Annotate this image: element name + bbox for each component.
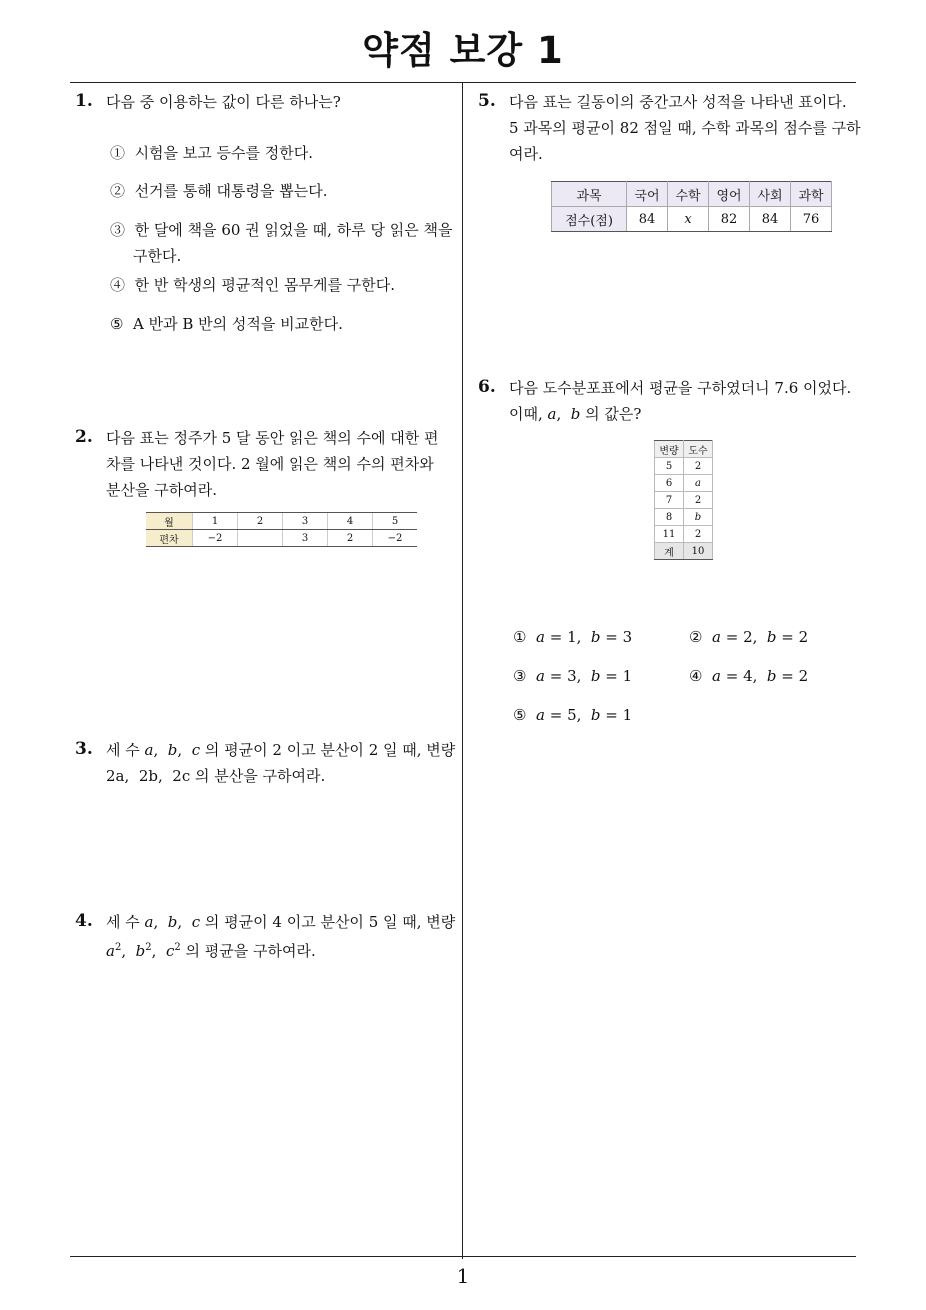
- option-mark: ⑤: [110, 315, 124, 333]
- q6-text: 이때,: [509, 405, 548, 423]
- table-cell: 편차: [146, 530, 193, 547]
- q3-line-2: 2a, 2b, 2c 의 분산을 구하여라.: [106, 767, 326, 785]
- table-row: [655, 509, 713, 526]
- table-cell: −2: [193, 530, 238, 547]
- table-cell: 10: [684, 543, 713, 560]
- table-cell: 2: [684, 458, 713, 475]
- table-header-row: [146, 513, 417, 530]
- q3-number: 3.: [75, 739, 93, 759]
- table-row: [655, 475, 713, 492]
- table-cell: 사회: [750, 182, 791, 207]
- option-value-a: 2: [743, 628, 753, 646]
- var: a: [144, 741, 154, 759]
- var: b: [167, 913, 178, 931]
- table-cell: [238, 530, 283, 547]
- option-text: 시험을 보고 등수를 정한다.: [134, 144, 314, 162]
- q1-option-2[interactable]: [110, 178, 328, 204]
- option-mark: ①: [513, 628, 527, 646]
- table-row: [655, 543, 713, 560]
- option-mark: ④: [110, 276, 126, 294]
- q4-text: 세 수: [106, 913, 145, 931]
- table-cell: 국어: [627, 182, 668, 207]
- option-value-b: 2: [798, 628, 809, 646]
- q4-text: 의 평균을 구하여라.: [180, 942, 316, 960]
- table-cell: 점수(점): [552, 207, 627, 232]
- table-row: [552, 207, 832, 232]
- q4-text: 의 평균이 4 이고 분산이 5 일 때, 변량: [200, 913, 456, 931]
- option-mark: ②: [689, 628, 703, 646]
- table-cell: 5: [373, 513, 418, 530]
- q1-option-4[interactable]: [110, 272, 395, 298]
- table-cell: 8: [655, 509, 684, 526]
- q5-number: 5.: [478, 91, 496, 111]
- table-cell: 7: [655, 492, 684, 509]
- table-cell: 월: [146, 513, 193, 530]
- q2-line-3: 분산을 구하여라.: [106, 481, 217, 499]
- q5-score-table: [551, 181, 832, 232]
- q6-option-2[interactable]: ② a = 2, b = 2: [689, 628, 809, 646]
- table-cell: 도수: [684, 441, 713, 458]
- var: c: [191, 741, 201, 759]
- option-value-b: 1: [622, 706, 633, 724]
- q4-line-2: $a^2$, $b^2$, $c^2$ 의 평균을 구하여라.: [106, 942, 316, 960]
- var: c: [165, 942, 175, 960]
- table-cell: 2: [684, 526, 713, 543]
- option-mark: ③: [513, 667, 527, 685]
- option-mark: ④: [689, 667, 703, 685]
- q1-option-3[interactable]: [110, 217, 452, 243]
- q1-option-5[interactable]: [110, 311, 343, 337]
- table-cell: a: [684, 475, 713, 492]
- var: b: [135, 942, 146, 960]
- table-cell: 변량: [655, 441, 684, 458]
- table-cell: 2: [328, 530, 373, 547]
- bottom-rule: [70, 1256, 856, 1257]
- option-value-a: 3: [567, 667, 577, 685]
- table-row: [655, 526, 713, 543]
- table-row: [146, 530, 417, 547]
- option-text: A 반과 B 반의 성적을 비교한다.: [133, 315, 343, 333]
- table-cell: 2: [238, 513, 283, 530]
- q6-text: 의 값은?: [580, 405, 642, 423]
- q5-line-3: 여라.: [509, 145, 543, 163]
- table-cell: 76: [791, 207, 832, 232]
- page-title: 약점 보강 1: [362, 29, 564, 72]
- table-cell: 수학: [668, 182, 709, 207]
- q6-option-4[interactable]: ④ a = 4, b = 2: [689, 667, 809, 685]
- option-value-a: 4: [743, 667, 753, 685]
- table-row: [655, 492, 713, 509]
- table-cell: 4: [328, 513, 373, 530]
- table-cell: 84: [627, 207, 668, 232]
- var: a: [106, 942, 115, 960]
- option-value-b: 2: [798, 667, 809, 685]
- q2-line-2: 차를 나타낸 것이다. 2 월에 읽은 책의 수의 편차와: [106, 455, 434, 473]
- q2-deviation-table: [146, 512, 417, 547]
- table-cell: 과목: [552, 182, 627, 207]
- q1-text: 다음 중 이용하는 값이 다른 하나는?: [106, 93, 341, 111]
- q2-number: 2.: [75, 427, 93, 447]
- q1-number: 1.: [75, 91, 93, 111]
- table-cell: −2: [373, 530, 418, 547]
- q1-option-3-line2: 구한다.: [133, 247, 182, 265]
- q3-text: 의 분산을 구하여라.: [190, 767, 326, 785]
- var: b: [570, 405, 581, 423]
- option-value-a: 1: [567, 628, 577, 646]
- var: 2b: [138, 767, 158, 785]
- exponent: 2: [114, 942, 122, 953]
- column-divider: [462, 83, 463, 1259]
- var: b: [167, 741, 178, 759]
- table-header-row: [552, 182, 832, 207]
- table-cell: 6: [655, 475, 684, 492]
- option-value-b: 3: [622, 628, 633, 646]
- q5-line-1: 다음 표는 길동이의 중간고사 성적을 나타낸 표이다.: [509, 93, 847, 111]
- table-row: [655, 458, 713, 475]
- q6-number: 6.: [478, 377, 496, 397]
- table-header-row: [655, 441, 713, 458]
- top-rule: [70, 82, 856, 83]
- table-cell: 3: [283, 530, 328, 547]
- table-cell: 영어: [709, 182, 750, 207]
- option-value-b: 1: [622, 667, 633, 685]
- option-mark: ②: [110, 182, 126, 200]
- table-cell: 5: [655, 458, 684, 475]
- table-cell: 82: [709, 207, 750, 232]
- option-text: 선거를 통해 대통령을 뽑는다.: [134, 182, 328, 200]
- q6-option-1[interactable]: ① a = 1, b = 3: [513, 628, 633, 646]
- option-text: 한 반 학생의 평균적인 몸무게를 구한다.: [134, 276, 396, 294]
- table-cell: b: [684, 509, 713, 526]
- var: a: [144, 913, 154, 931]
- var: a: [547, 405, 557, 423]
- table-cell: 84: [750, 207, 791, 232]
- q3-text: 의 평균이 2 이고 분산이 2 일 때, 변량: [200, 741, 456, 759]
- var: 2c: [172, 767, 191, 785]
- table-cell: 3: [283, 513, 328, 530]
- q4-line-1: 세 수 a, b, c 의 평균이 4 이고 분산이 5 일 때, 변량: [106, 913, 456, 931]
- exponent: 2: [174, 942, 181, 953]
- table-cell: 과학: [791, 182, 832, 207]
- q2-line-1: 다음 표는 정주가 5 달 동안 읽은 책의 수에 대한 편: [106, 429, 439, 447]
- var: 2a: [106, 767, 125, 785]
- table-cell: 계: [655, 543, 684, 560]
- q5-line-2: 5 과목의 평균이 82 점일 때, 수학 과목의 점수를 구하: [509, 119, 861, 137]
- q3-text: 세 수: [106, 741, 145, 759]
- q6-line-2: 이때, a, b 의 값은?: [509, 405, 642, 423]
- table-cell: 1: [193, 513, 238, 530]
- q6-frequency-table: [654, 440, 713, 560]
- option-text: 한 달에 책을 60 권 읽었을 때, 하루 당 읽은 책을: [134, 221, 453, 239]
- table-cell: 2: [684, 492, 713, 509]
- option-mark: ①: [110, 144, 126, 162]
- option-mark: ⑤: [513, 706, 527, 724]
- page-number: 1: [456, 1264, 470, 1288]
- q6-option-3[interactable]: ③ a = 3, b = 1: [513, 667, 633, 685]
- q6-option-5[interactable]: ⑤ a = 5, b = 1: [513, 706, 633, 724]
- exponent: 2: [145, 942, 152, 953]
- option-mark: ③: [110, 221, 126, 239]
- option-value-a: 5: [567, 706, 577, 724]
- table-cell: 11: [655, 526, 684, 543]
- q6-line-1: 다음 도수분포표에서 평균을 구하였더니 7.6 이었다.: [509, 379, 852, 397]
- q3-line-1: 세 수 a, b, c 의 평균이 2 이고 분산이 2 일 때, 변량: [106, 741, 456, 759]
- var: c: [191, 913, 201, 931]
- table-cell: x: [668, 207, 709, 232]
- q1-option-1[interactable]: [110, 140, 313, 166]
- q4-number: 4.: [75, 911, 93, 931]
